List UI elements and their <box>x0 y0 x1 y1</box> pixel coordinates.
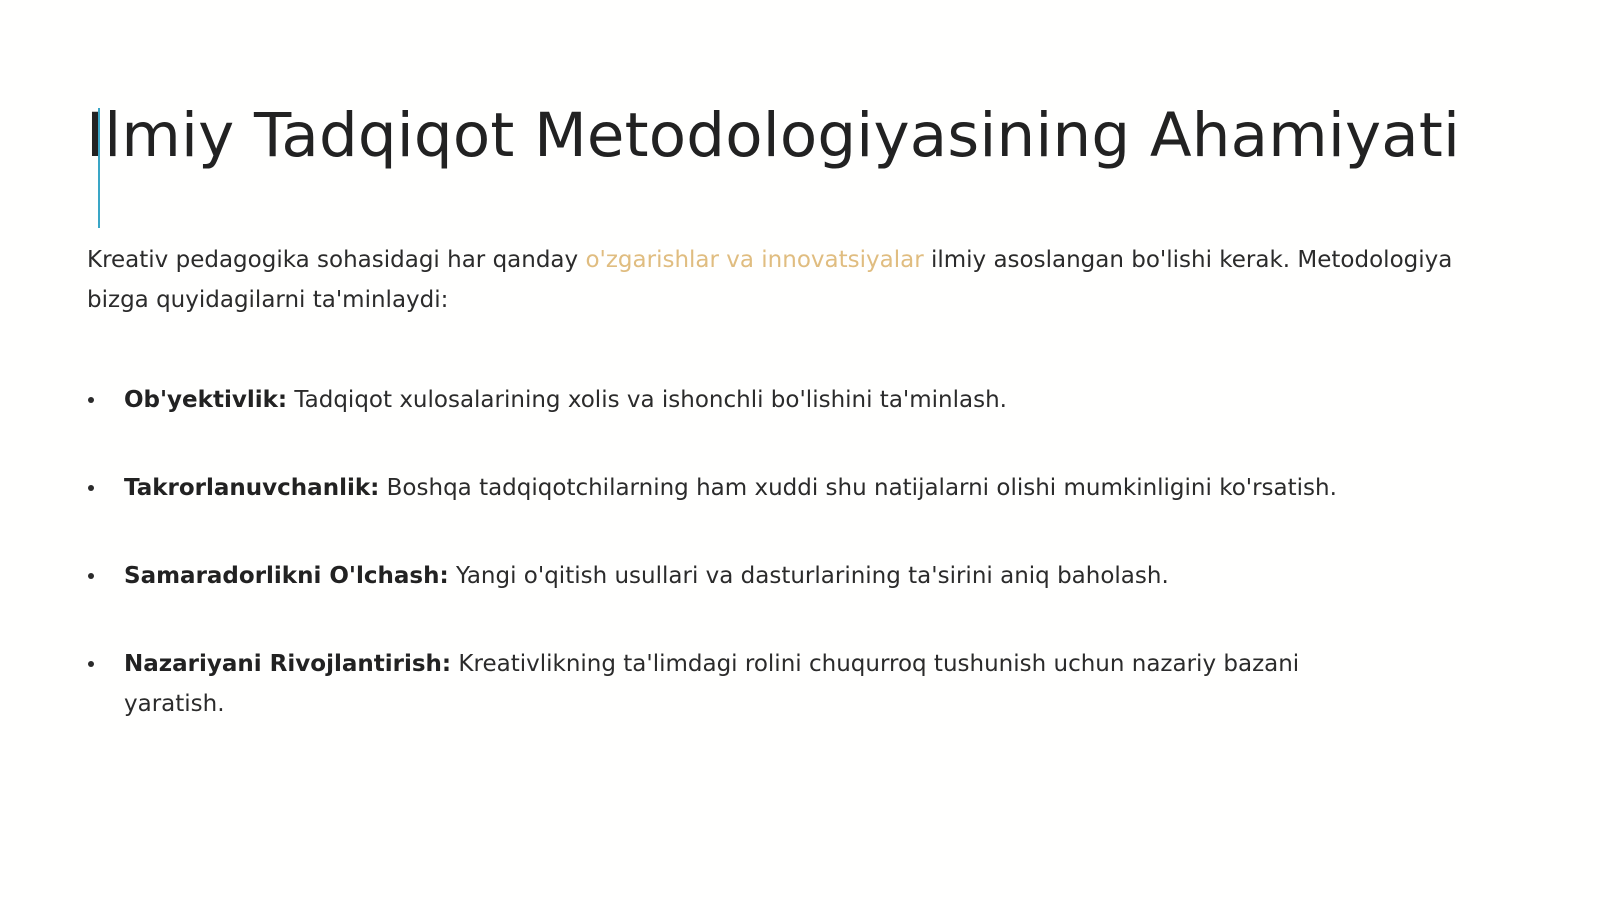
bullet-list <box>87 380 1417 724</box>
bullet-term: Ob'yektivlik: <box>124 387 288 413</box>
bullet-icon <box>88 661 94 667</box>
bullet-text: Kreativlikning ta'limdagi rolini chuqurroq tushunish uchun nazariy bazani yaratish. <box>124 651 1300 717</box>
bullet-text: Boshqa tadqiqotchilarning ham xuddi shu natijalarni olishi mumkinligini ko'rsatish. <box>379 475 1337 501</box>
bullet-term: Nazariyani Rivojlantirish: <box>124 651 452 677</box>
intro-text-start: Kreativ pedagogika sohasidagi har qanday <box>87 247 586 273</box>
intro-paragraph <box>87 240 1477 320</box>
bullet-term: Samaradorlikni O'lchash: <box>124 563 449 589</box>
intro-text-end: ilmiy asoslangan bo'lishi kerak. Metodologiya bizga quyidagilarni ta'minlaydi: <box>87 247 1453 313</box>
slide-title: Ilmiy Tadqiqot Metodologiyasining Ahamiyati <box>86 100 1461 171</box>
bullet-icon <box>88 485 94 491</box>
bullet-text: Tadqiqot xulosalarining xolis va ishonchli bo'lishini ta'minlash. <box>287 387 1007 413</box>
list-item <box>87 556 1417 596</box>
intro-highlight: o'zgarishlar va innovatsiyalar <box>585 247 924 273</box>
bullet-icon <box>88 397 94 403</box>
list-item <box>87 644 1374 724</box>
bullet-icon <box>88 573 94 579</box>
list-item <box>87 380 1417 420</box>
bullet-term: Takrorlanuvchanlik: <box>124 475 380 501</box>
bullet-text: Yangi o'qitish usullari va dasturlarining ta'sirini aniq baholash. <box>448 563 1169 589</box>
list-item <box>87 468 1417 508</box>
